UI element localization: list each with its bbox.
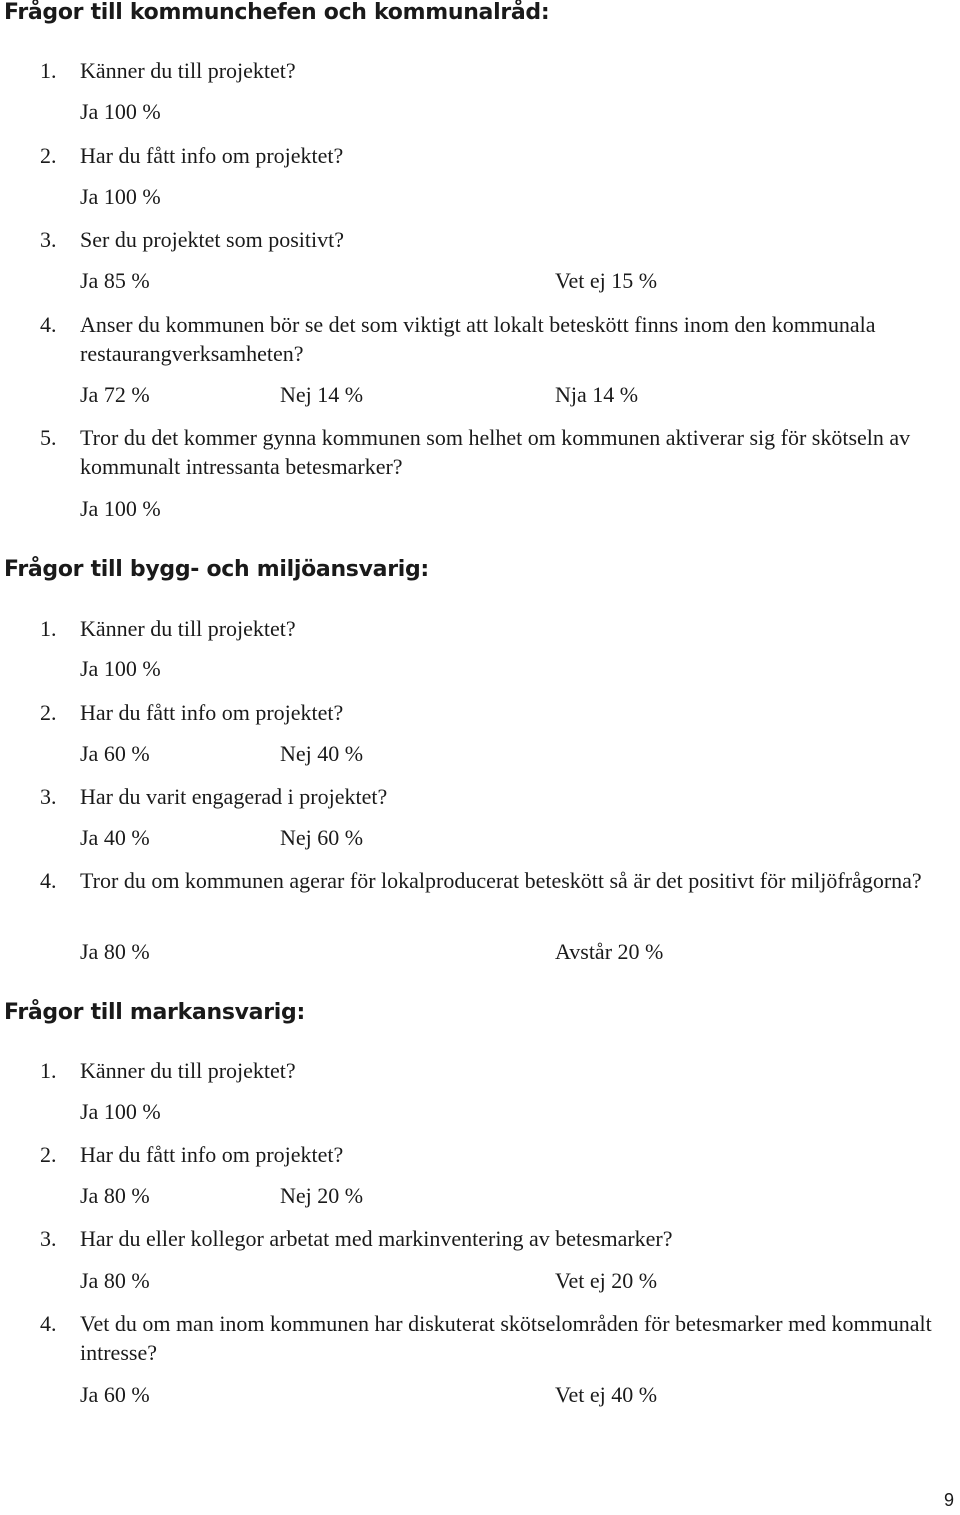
answer-row <box>80 824 780 852</box>
answer-value: Ja 85 % <box>80 268 150 293</box>
answer-row <box>80 98 780 126</box>
answer-value: Nja 14 % <box>555 382 639 407</box>
answer-value: Ja 100 % <box>80 184 161 209</box>
answer-value: Ja 100 % <box>80 99 161 124</box>
answer-value: Ja 80 % <box>80 1268 150 1293</box>
answer-value: Ja 100 % <box>80 1099 161 1124</box>
question-text: Känner du till projektet? <box>80 616 296 641</box>
question-text: Har du fått info om projektet? <box>80 700 344 725</box>
question-text: Känner du till projektet? <box>80 1058 296 1083</box>
answer-row <box>80 1381 780 1409</box>
answer-row <box>80 267 780 295</box>
question-number: 1. <box>40 58 57 83</box>
answer-row <box>80 183 780 211</box>
answer-row <box>80 1098 780 1126</box>
question-number: 1. <box>40 1058 57 1083</box>
answer-value: Nej 14 % <box>280 382 364 407</box>
question-text: Vet du om man inom kommunen har diskuterat skötselområden för betesmarker med kommunalt intresse? <box>80 1311 932 1365</box>
question-number: 2. <box>40 143 57 168</box>
question-number: 3. <box>40 784 57 809</box>
answer-row <box>80 938 780 966</box>
answer-value: Ja 100 % <box>80 496 161 521</box>
answer-value: Vet ej 20 % <box>555 1268 658 1293</box>
answer-value: Ja 60 % <box>80 741 150 766</box>
question-text: Har du fått info om projektet? <box>80 1142 344 1167</box>
answer-row <box>80 740 780 768</box>
question-text: Anser du kommunen bör se det som viktigt att lokalt beteskött finns inom den kommunala restaurangverksamheten? <box>80 312 876 366</box>
page-number: 9 <box>943 1490 954 1510</box>
answer-value: Ja 100 % <box>80 656 161 681</box>
answer-value: Ja 40 % <box>80 825 150 850</box>
answer-value: Ja 60 % <box>80 1382 150 1407</box>
answer-value: Nej 20 % <box>280 1183 364 1208</box>
question-text: Känner du till projektet? <box>80 58 296 83</box>
answer-value: Nej 40 % <box>280 741 364 766</box>
answer-row <box>80 495 780 523</box>
answer-row <box>80 1182 780 1210</box>
answer-row <box>80 1267 780 1295</box>
question-number: 4. <box>40 868 57 893</box>
section-heading: Frågor till kommunchefen och kommunalråd: <box>4 0 550 25</box>
answer-value: Avstår 20 % <box>555 939 664 964</box>
answer-value: Vet ej 40 % <box>555 1382 658 1407</box>
question-number: 3. <box>40 1226 57 1251</box>
question-number: 4. <box>40 1311 57 1336</box>
answer-value: Ja 80 % <box>80 939 150 964</box>
answer-value: Vet ej 15 % <box>555 268 658 293</box>
answer-row <box>80 655 780 683</box>
question-number: 3. <box>40 227 57 252</box>
section-heading: Frågor till bygg- och miljöansvarig: <box>4 557 429 582</box>
question-text: Tror du det kommer gynna kommunen som helhet om kommunen aktiverar sig för skötseln av kommunalt intressanta betesmarker? <box>80 425 911 479</box>
answer-value: Ja 80 % <box>80 1183 150 1208</box>
question-text: Har du varit engagerad i projektet? <box>80 784 388 809</box>
question-text: Tror du om kommunen agerar för lokalproducerat beteskött så är det positivt för miljöfrågorna? <box>80 868 922 893</box>
answer-value: Nej 60 % <box>280 825 364 850</box>
answer-row <box>80 381 780 409</box>
section-heading: Frågor till markansvarig: <box>4 1000 305 1025</box>
question-number: 4. <box>40 312 57 337</box>
question-number: 1. <box>40 616 57 641</box>
question-text: Har du eller kollegor arbetat med markinventering av betesmarker? <box>80 1226 673 1251</box>
question-number: 5. <box>40 425 57 450</box>
question-text: Ser du projektet som positivt? <box>80 227 344 252</box>
question-number: 2. <box>40 700 57 725</box>
question-number: 2. <box>40 1142 57 1167</box>
answer-value: Ja 72 % <box>80 382 150 407</box>
question-text: Har du fått info om projektet? <box>80 143 344 168</box>
